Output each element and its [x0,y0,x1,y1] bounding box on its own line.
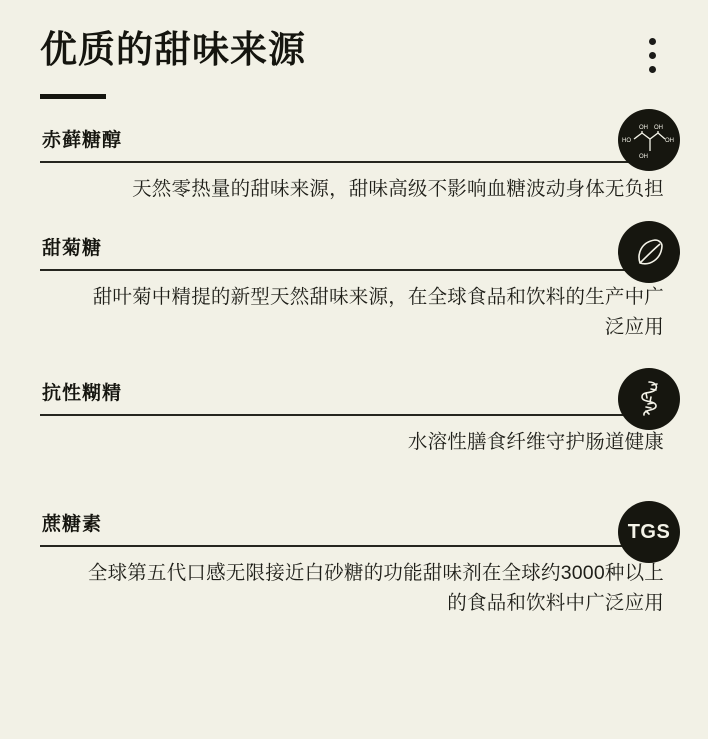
ingredient-item [0,125,708,204]
ingredient-item [0,378,708,457]
ingredient-item [0,509,708,618]
ingredient-name: 赤藓糖醇 [42,130,123,152]
ingredient-name: 蔗糖素 [42,514,103,536]
tgs-label-icon [618,501,680,563]
svg-text:OH: OH [639,125,648,132]
ingredient-list [0,125,708,618]
svg-text:HO: HO [622,138,631,145]
svg-text:OH: OH [665,138,674,145]
ingredient-item [0,233,708,342]
kebab-menu-icon[interactable] [648,38,656,73]
svg-text:OH: OH [639,154,648,161]
ingredient-description: 水溶性膳食纤维守护肠道健康 [407,431,664,454]
ingredient-description: 全球第五代口感无限接近白砂糖的功能甜味剂在全球约3000种以上的食品和饮料中广泛应用 [87,562,664,615]
tgs-label-text: TGS [627,520,671,543]
intestine-icon [618,368,680,430]
ingredient-name: 抗性糊精 [42,383,123,405]
svg-text:OH: OH [654,125,663,132]
kebab-dot [649,52,656,59]
ingredient-name: 甜菊糖 [42,237,103,259]
page-title: 优质的甜味来源 [40,29,306,70]
kebab-dot [649,66,656,73]
title-underline [40,94,106,99]
erythritol-molecule-icon [618,109,680,171]
stevia-leaf-icon [618,221,680,283]
ingredient-description: 天然零热量的甜味来源，甜味高级不影响血糖波动身体无负担 [132,178,664,201]
ingredient-description: 甜叶菊中精提的新型天然甜味来源，在全球食品和饮料的生产中广泛应用 [92,285,664,338]
kebab-dot [649,38,656,45]
page-header [0,0,708,99]
